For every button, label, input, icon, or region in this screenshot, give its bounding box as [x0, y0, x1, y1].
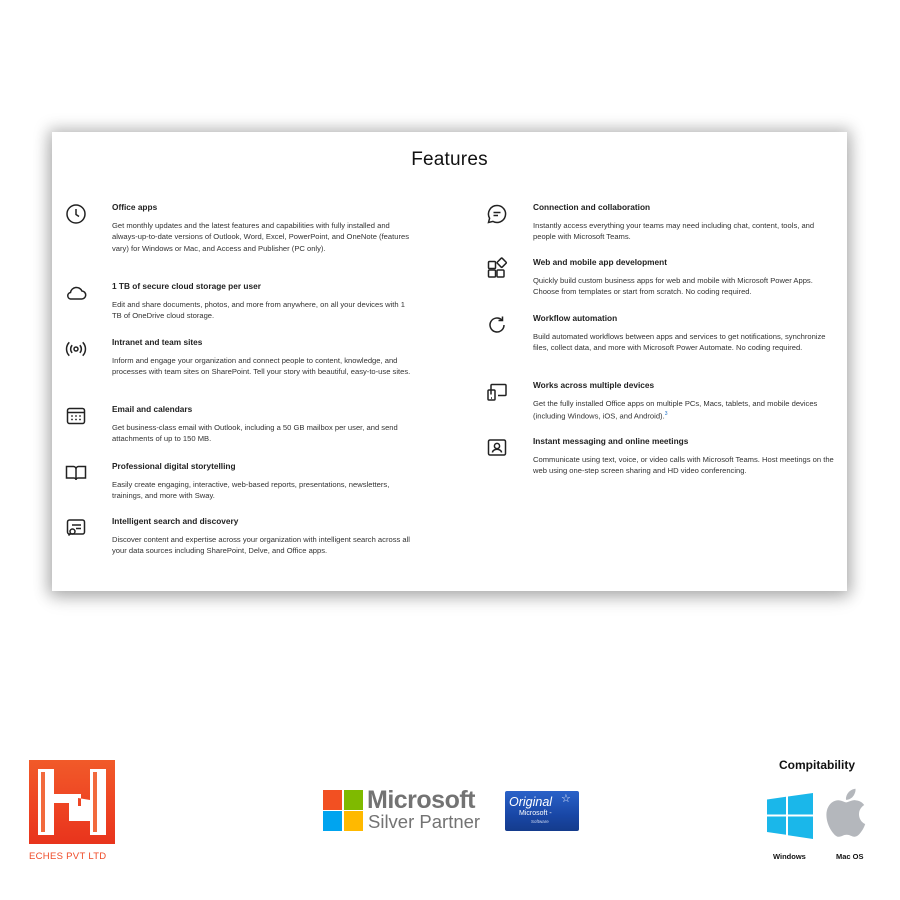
feature-description: Quickly build custom business apps for web and mobile with Microsoft Power Apps. Choose from templates or start from scratch. No coding required.: [533, 276, 813, 297]
feature-description: Easily create engaging, interactive, web-based reports, presentations, newsletters, trainings, and more with Sway.: [112, 480, 390, 501]
badge-software-text: Software: [531, 819, 549, 824]
devices-icon: [485, 380, 509, 404]
feature-title: Intelligent search and discovery: [112, 516, 239, 526]
features-card: [52, 132, 847, 591]
star-icon: ☆: [561, 793, 571, 805]
company-logo: [29, 760, 115, 844]
ms-square-green: [344, 790, 363, 810]
feature-title: Connection and collaboration: [533, 202, 651, 212]
feature-description: Communicate using text, voice, or video calls with Microsoft Teams. Host meetings on the web using one-step screen sharing and HD video conferencing.: [533, 455, 834, 476]
contact-card-icon: [485, 436, 509, 460]
feature-title: Workflow automation: [533, 313, 618, 323]
company-name: ECHES PVT LTD: [29, 851, 107, 862]
compatibility-title: Compitability: [779, 758, 856, 772]
feature-description: Discover content and expertise across your organization with intelligent search across all your data sources including SharePoint, Delve, and Office apps.: [112, 535, 410, 556]
book-icon: [64, 461, 88, 485]
feature-description: Get business-class email with Outlook, including a 50 GB mailbox per user, and send attachments of up to 150 MB.: [112, 423, 398, 444]
feature-title: Intranet and team sites: [112, 337, 203, 347]
feature-description: Inform and engage your organization and connect people to content, knowledge, and processes with team sites on SharePoint. Tell your story with beautiful, easy-to-use sites.: [112, 356, 411, 377]
ms-square-blue: [323, 811, 342, 831]
badge-microsoft-text: Microsoft -: [519, 810, 552, 817]
original-software-badge: [505, 791, 579, 831]
broadcast-icon: [64, 337, 88, 361]
feature-title: Professional digital storytelling: [112, 461, 236, 471]
ms-square-red: [323, 790, 342, 810]
macos-label: Mac OS: [836, 852, 864, 861]
microsoft-logo-icon: [323, 790, 363, 831]
feature-title: Web and mobile app development: [533, 257, 667, 267]
feature-description: Edit and share documents, photos, and more from anywhere, on all your devices with 1 TB of OneDrive cloud storage.: [112, 300, 405, 321]
microsoft-wordmark: Microsoft: [367, 786, 475, 814]
clock-icon: [64, 202, 88, 226]
footnote-link[interactable]: 3: [664, 411, 668, 418]
silver-partner-label: Silver Partner: [368, 811, 481, 832]
feature-title: Office apps: [112, 202, 158, 212]
search-document-icon: [64, 516, 88, 540]
feature-description: Instantly access everything your teams may need including chat, content, tools, and people with Microsoft Teams.: [533, 221, 815, 242]
windows-label: Windows: [773, 852, 806, 861]
feature-title: 1 TB of secure cloud storage per user: [112, 281, 261, 291]
feature-description: Get the fully installed Office apps on multiple PCs, Macs, tablets, and mobile devices (including Windows, iOS, and Android).$^3$: [533, 399, 818, 421]
apps-icon: [485, 257, 509, 281]
ms-square-yellow: [344, 811, 363, 831]
calendar-icon: [64, 404, 88, 428]
feature-title: Email and calendars: [112, 404, 193, 414]
feature-title: Works across multiple devices: [533, 380, 655, 390]
apple-logo-icon: [826, 784, 874, 840]
feature-description: Get monthly updates and the latest features and capabilities with fully installed and always-up-to-date versions of Outlook, Word, Excel, PowerPoint, and OneNote (features vary) for Windows or Mac, and Access and Publisher (PC only).: [112, 221, 410, 253]
feature-description: Build automated workflows between apps and services to get notifications, synchronize files, collect data, and more with Microsoft Power Automate. No coding required.: [533, 332, 826, 353]
windows-logo-icon: [767, 793, 813, 839]
chat-icon: [485, 202, 509, 226]
feature-title: Instant messaging and online meetings: [533, 436, 689, 446]
cloud-icon: [64, 281, 88, 305]
refresh-icon: [485, 313, 509, 337]
page-title: Features: [411, 149, 488, 170]
badge-original-text: Original: [509, 795, 553, 809]
